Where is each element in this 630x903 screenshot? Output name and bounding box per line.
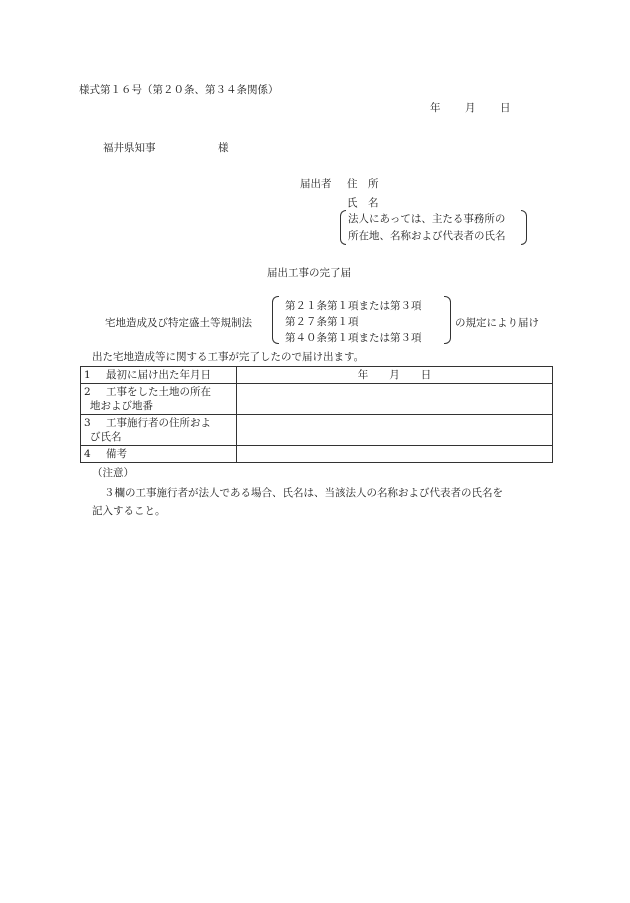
remarks-value[interactable] <box>237 446 553 463</box>
addressee-name: 福井県知事 <box>103 142 156 154</box>
row-number: 2 <box>84 386 91 398</box>
form-number: 様式第１６号（第２０条、第３４条関係） <box>79 84 279 96</box>
completion-form-table <box>80 366 553 463</box>
row-label-text: 工事をした土地の所在 <box>106 386 211 398</box>
row-number: 3 <box>84 417 91 429</box>
row-label-text: 最初に届け出た年月日 <box>106 369 211 381</box>
row-number: 4 <box>84 448 91 460</box>
table-row <box>81 415 553 446</box>
law-continuation: 出た宅地造成等に関する工事が完了したので届け出ます。 <box>92 351 365 363</box>
row-label-text: 備考 <box>106 448 127 460</box>
land-location-value[interactable] <box>237 384 553 415</box>
date-day-label: 日 <box>500 102 511 114</box>
addressee-honorific: 様 <box>218 142 229 154</box>
table-row <box>81 446 553 463</box>
table-row <box>81 367 553 384</box>
table-row <box>81 384 553 415</box>
row-label-land-location <box>81 384 237 415</box>
row-number: 1 <box>84 369 91 381</box>
corp-note-line2: 所在地、名称および代表者の氏名 <box>348 230 506 242</box>
date-month-label: 月 <box>465 102 476 114</box>
row-label-remarks <box>81 446 237 463</box>
contractor-value[interactable] <box>237 415 553 446</box>
corp-note-open-bracket <box>340 210 346 245</box>
notifier-label: 届出者 <box>300 178 332 190</box>
article-item: 第４０条第１項または第３項 <box>285 332 422 344</box>
notes-heading: （注意） <box>92 467 134 479</box>
first-date-value[interactable]: 年 月 日 <box>237 367 553 384</box>
articles-open-brace <box>272 296 279 344</box>
article-item: 第２１条第１項または第３項 <box>285 300 422 312</box>
row-label-first-date <box>81 367 237 384</box>
date-year-label: 年 <box>430 102 441 114</box>
row-label-contractor <box>81 415 237 446</box>
row-label-text-cont: び氏名 <box>90 431 122 443</box>
notifier-address-label: 住 所 <box>347 178 379 190</box>
document-title: 届出工事の完了届 <box>267 267 351 279</box>
corp-note-close-bracket <box>521 210 527 245</box>
corp-note-line1: 法人にあっては、主たる事務所の <box>348 213 506 225</box>
article-item: 第２７条第１項 <box>285 316 359 328</box>
law-suffix: の規定により届け <box>455 317 539 329</box>
row-label-text: 工事施行者の住所およ <box>106 417 211 429</box>
law-name: 宅地造成及び特定盛土等規制法 <box>105 317 252 329</box>
notes-line2: 記入すること。 <box>92 505 166 517</box>
notifier-name-label: 氏 名 <box>347 197 379 209</box>
row-label-text-cont: 地および地番 <box>90 400 153 412</box>
articles-close-brace <box>444 296 451 344</box>
notes-line1: ３欄の工事施行者が法人である場合、氏名は、当該法人の名称および代表者の氏名を <box>104 487 503 499</box>
